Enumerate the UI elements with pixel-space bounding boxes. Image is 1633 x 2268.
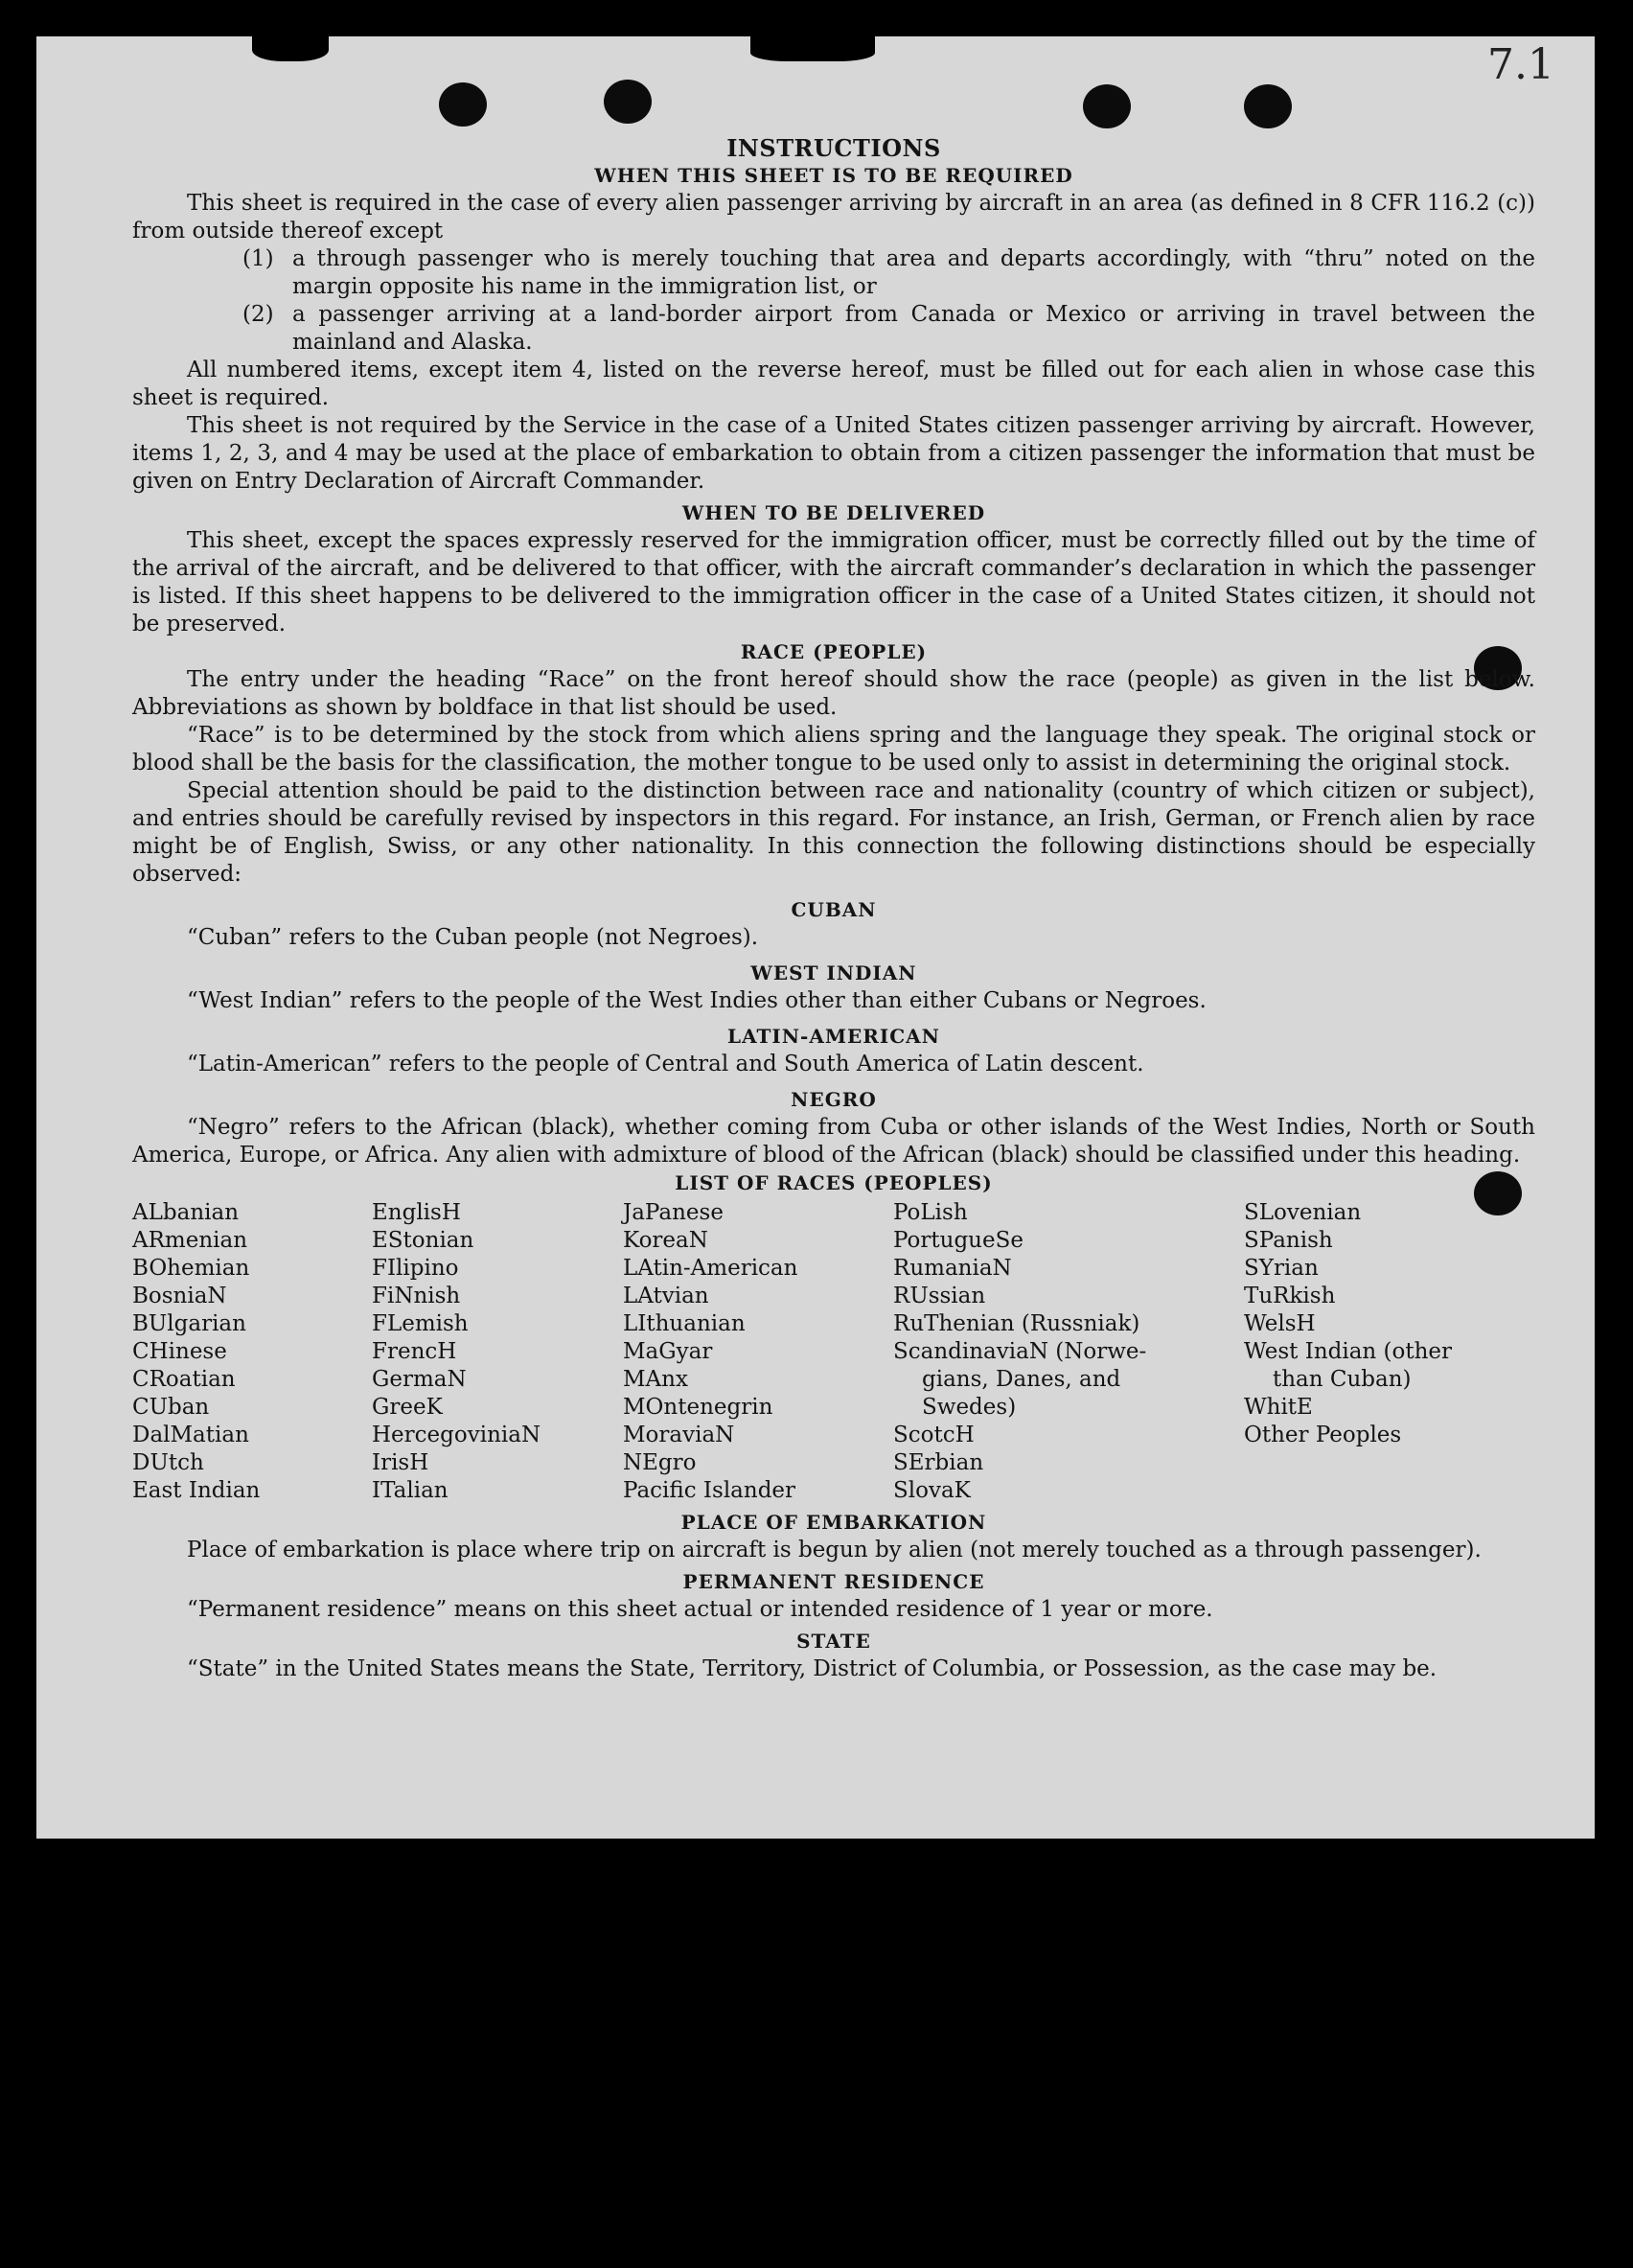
section-heading: RACE (PEOPLE) <box>740 640 928 663</box>
item-number: (1) <box>242 246 274 271</box>
paragraph: Special attention should be paid to the distinction between race and nationality (country of which citizen or subject), and entries should be carefully revised by inspectors in this regard. For instance, an Irish, German, or French alien by race might be of English, Swiss, or any other nationality. In this connection the following distinctions should be especially observed: <box>132 778 1535 887</box>
race-entry: SlovaK <box>893 1478 971 1503</box>
race-entry: FIlipino <box>372 1256 459 1281</box>
torn-edge <box>750 33 875 61</box>
item-number: (2) <box>242 302 274 327</box>
race-entry: FLemish <box>372 1311 469 1336</box>
race-entry: EStonian <box>372 1228 474 1253</box>
section-heading: PLACE OF EMBARKATION <box>680 1511 987 1534</box>
race-entry: ITalian <box>372 1478 448 1503</box>
race-entry: KoreaN <box>623 1228 708 1253</box>
race-entry: BOhemian <box>132 1256 250 1281</box>
race-entry: Pacific Islander <box>623 1478 796 1503</box>
item-text: a through passenger who is merely touching that area and departs accordingly, with “thru” noted on the margin opposite his name in the immigration list, or <box>292 246 1535 299</box>
race-entry: LAtin-American <box>623 1256 798 1281</box>
document-sheet <box>36 36 1595 1839</box>
race-entry: SYrian <box>1244 1256 1319 1281</box>
paragraph: “West Indian” refers to the people of the West Indies other than either Cubans or Negroes. <box>187 988 1207 1013</box>
paragraph: This sheet, except the spaces expressly reserved for the immigration officer, must be correctly filled out by the time of the arrival of the aircraft, and be delivered to that officer, with the aircraft commander’s declaration in which the passenger is listed. If this sheet happens to be delivered to the immigration officer in the case of a United States citizen, it should not be preserved. <box>132 528 1535 636</box>
race-entry: NEgro <box>623 1450 697 1475</box>
race-entry: than Cuban) <box>1273 1367 1412 1392</box>
race-entry: SLovenian <box>1244 1200 1362 1225</box>
section-heading: WHEN THIS SHEET IS TO BE REQUIRED <box>594 164 1073 187</box>
section-heading: LATIN-AMERICAN <box>727 1025 940 1048</box>
paragraph: The entry under the heading “Race” on the front hereof should show the race (people) as given in the list below. Abbreviations as shown by boldface in that list should be used. <box>132 667 1535 720</box>
race-entry: West Indian (other <box>1244 1339 1453 1364</box>
races-column <box>623 1199 893 1505</box>
race-entry: MOntenegrin <box>623 1395 773 1420</box>
race-entry: CRoatian <box>132 1367 236 1392</box>
paragraph: All numbered items, except item 4, listed on the reverse hereof, must be filled out for each alien in whose case this sheet is required. <box>132 358 1535 410</box>
race-entry: PortugueSe <box>893 1228 1024 1253</box>
race-entry: CHinese <box>132 1339 227 1364</box>
races-column <box>893 1199 1244 1505</box>
race-entry: JaPanese <box>623 1200 724 1225</box>
section-heading: LIST OF RACES (PEOPLES) <box>675 1171 993 1194</box>
race-entry: HercegoviniaN <box>372 1423 541 1447</box>
race-entry: FrencH <box>372 1339 457 1364</box>
race-entry: RUssian <box>893 1284 986 1308</box>
list-item <box>242 301 1535 357</box>
race-entry: ARmenian <box>132 1228 248 1253</box>
paragraph: This sheet is not required by the Service in the case of a United States citizen passenger arriving by aircraft. However, items 1, 2, 3, and 4 may be used at the place of embarkation to obtain from a citizen passenger the information that must be given on Entry Declaration of Aircraft Commander. <box>132 413 1535 494</box>
race-entry: CUban <box>132 1395 210 1420</box>
races-list <box>132 1199 1535 1505</box>
race-entry: GreeK <box>372 1395 443 1420</box>
paragraph: “State” in the United States means the State, Territory, District of Columbia, or Possession, as the case may be. <box>187 1656 1438 1681</box>
race-entry: ScandinaviaN (Norwe- <box>893 1339 1147 1364</box>
races-column <box>372 1199 623 1505</box>
paragraph: “Negro” refers to the African (black), whether coming from Cuba or other islands of the West Indies, North or South America, Europe, or Africa. Any alien with admixture of blood of the African (black) should be classified under this heading. <box>132 1115 1535 1168</box>
paragraph: “Permanent residence” means on this sheet actual or intended residence of 1 year or more. <box>187 1597 1213 1622</box>
race-entry: MAnx <box>623 1367 688 1392</box>
race-entry: gians, Danes, and <box>922 1367 1121 1392</box>
race-entry: WhitE <box>1244 1395 1313 1420</box>
race-entry: PoLish <box>893 1200 968 1225</box>
race-entry: DUtch <box>132 1450 204 1475</box>
paragraph: “Latin-American” refers to the people of Central and South America of Latin descent. <box>187 1052 1144 1076</box>
paragraph: Place of embarkation is place where trip on aircraft is begun by alien (not merely touched as a through passenger). <box>187 1538 1482 1562</box>
races-column <box>132 1199 372 1505</box>
race-entry: MoraviaN <box>623 1423 735 1447</box>
section-heading: STATE <box>796 1630 871 1653</box>
race-entry: ALbanian <box>132 1200 240 1225</box>
item-text: a passenger arriving at a land-border airport from Canada or Mexico or arriving in travel between the mainland and Alaska. <box>292 302 1535 355</box>
race-entry: RumaniaN <box>893 1256 1012 1281</box>
list-item <box>242 245 1535 301</box>
punch-hole <box>604 80 652 124</box>
race-entry: ScotcH <box>893 1423 975 1447</box>
punch-hole <box>1244 84 1292 128</box>
section-heading: CUBAN <box>791 898 877 921</box>
punch-hole <box>439 82 487 127</box>
race-entry: BosniaN <box>132 1284 227 1308</box>
paragraph: “Cuban” refers to the Cuban people (not Negroes). <box>187 925 759 950</box>
paragraph: This sheet is required in the case of every alien passenger arriving by aircraft in an area (as defined in 8 CFR 116.2 (c)) from outside thereof except <box>132 191 1535 243</box>
page-mark: 7.1 <box>1487 40 1554 89</box>
torn-edge <box>252 33 329 61</box>
race-entry: WelsH <box>1244 1311 1316 1336</box>
section-heading: WEST INDIAN <box>750 961 917 984</box>
race-entry: East Indian <box>132 1478 261 1503</box>
section-heading: NEGRO <box>791 1088 877 1111</box>
race-entry: DalMatian <box>132 1423 249 1447</box>
race-entry: RuThenian (Russniak) <box>893 1311 1140 1336</box>
race-entry: FiNnish <box>372 1284 461 1308</box>
race-entry: IrisH <box>372 1450 429 1475</box>
races-column <box>1244 1199 1531 1505</box>
race-entry: SErbian <box>893 1450 984 1475</box>
race-entry: LIthuanian <box>623 1311 746 1336</box>
race-entry: MaGyar <box>623 1339 713 1364</box>
punch-hole <box>1083 84 1131 128</box>
race-entry: Swedes) <box>922 1395 1017 1420</box>
race-entry: Other Peoples <box>1244 1423 1402 1447</box>
race-entry: BUlgarian <box>132 1311 246 1336</box>
section-heading: WHEN TO BE DELIVERED <box>681 501 986 524</box>
instructions-body <box>132 134 1535 1683</box>
race-entry: EnglisH <box>372 1200 461 1225</box>
section-heading: PERMANENT RESIDENCE <box>682 1570 985 1593</box>
page-title: INSTRUCTIONS <box>726 134 941 162</box>
race-entry: LAtvian <box>623 1284 709 1308</box>
race-entry: GermaN <box>372 1367 467 1392</box>
race-entry: SPanish <box>1244 1228 1333 1253</box>
paragraph: “Race” is to be determined by the stock from which aliens spring and the language they speak. The original stock or blood shall be the basis for the classification, the mother tongue to be used only to assist in determining the original stock. <box>132 723 1535 775</box>
race-entry: TuRkish <box>1244 1284 1336 1308</box>
